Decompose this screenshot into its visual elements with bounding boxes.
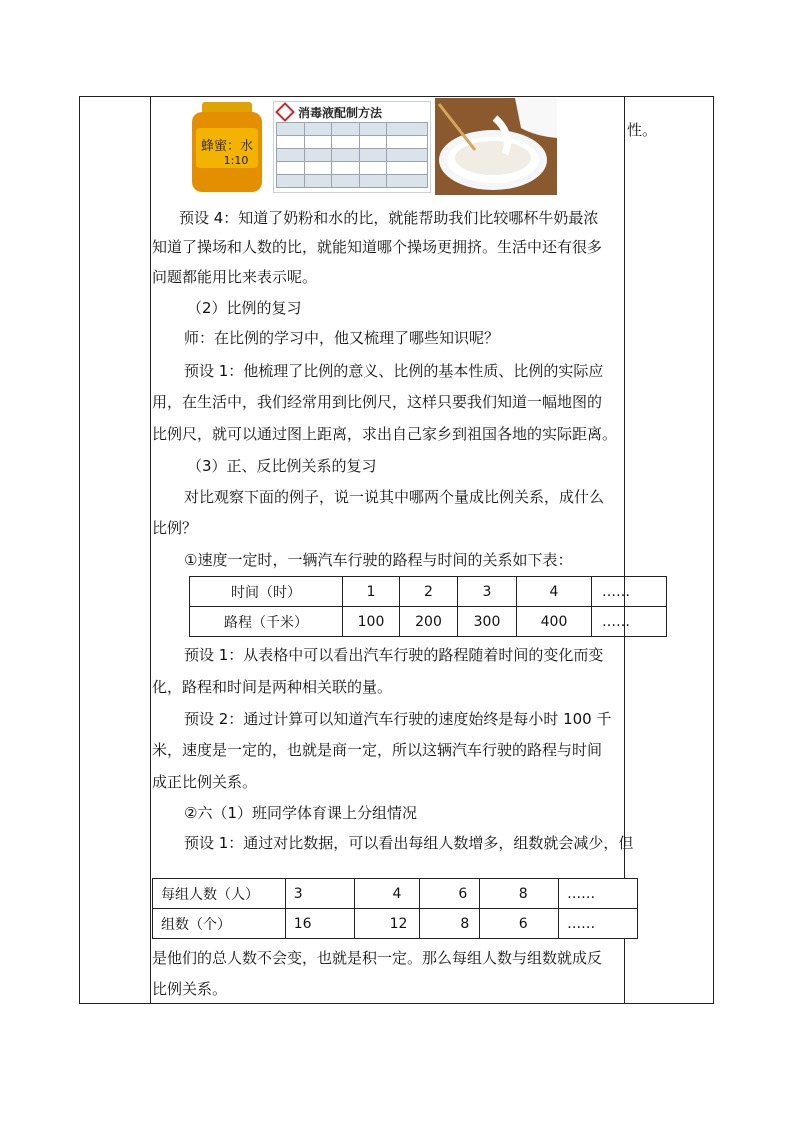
paragraph-line: 比例关系。 bbox=[152, 980, 228, 998]
group-size-table bbox=[152, 878, 638, 939]
table-cell: 3 bbox=[285, 879, 354, 909]
table-cell: 8 bbox=[480, 879, 559, 909]
svg-text:蜂蜜：水: 蜂蜜：水 bbox=[200, 139, 254, 154]
column-divider-right bbox=[624, 96, 625, 1004]
table-cell: …… bbox=[592, 577, 667, 607]
poster-title: 消毒液配制方法 bbox=[298, 105, 383, 120]
disinfectant-poster-image bbox=[273, 101, 431, 193]
paragraph-line: 预设 2：通过计算可以知道汽车行驶的速度始终是每小时 100 千 bbox=[184, 710, 612, 728]
paragraph-line: 是他们的总人数不会变，也就是积一定。那么每组人数与组数就成反 bbox=[152, 949, 603, 967]
table-cell: 每组人数（人） bbox=[153, 879, 286, 909]
paragraph-line: 问题都能用比来表示呢。 bbox=[152, 268, 318, 286]
svg-text:1:10: 1:10 bbox=[223, 154, 249, 167]
paragraph-line: 用，在生活中，我们经常用到比例尺，这样只要我们知道一幅地图的 bbox=[152, 393, 603, 411]
table-cell: 组数（个） bbox=[153, 909, 286, 939]
paragraph-line: 师：在比例的学习中，他又梳理了哪些知识呢？ bbox=[184, 329, 500, 347]
honey-jar-image bbox=[188, 100, 266, 194]
table-cell: 路程（千米） bbox=[190, 607, 343, 637]
table-cell: 300 bbox=[458, 607, 517, 637]
table-cell: 8 bbox=[420, 909, 480, 939]
paragraph-line: 知道了操场和人数的比，就能知道哪个操场更拥挤。生活中还有很多 bbox=[152, 238, 603, 256]
table-cell: 2 bbox=[400, 577, 458, 607]
time-distance-table bbox=[189, 576, 667, 637]
poster-table-graphic bbox=[276, 122, 428, 188]
table-cell: 4 bbox=[517, 577, 592, 607]
column-divider-left bbox=[150, 96, 151, 1004]
table-cell: 200 bbox=[400, 607, 458, 637]
section-heading: （3）正、反比例关系的复习 bbox=[187, 457, 377, 475]
section-heading: （2）比例的复习 bbox=[187, 299, 302, 317]
milk-powder-bowl-image bbox=[435, 98, 557, 195]
table-cell: 6 bbox=[480, 909, 559, 939]
table-cell: 1 bbox=[343, 577, 400, 607]
table-cell: …… bbox=[559, 909, 638, 939]
paragraph-line: 化，路程和时间是两种相关联的量。 bbox=[152, 678, 393, 696]
cut-off-text: 性。 bbox=[627, 121, 658, 139]
paragraph-line: ①速度一定时，一辆汽车行驶的路程与时间的关系如下表： bbox=[184, 551, 573, 569]
table-cell: 时间（时） bbox=[190, 577, 343, 607]
paragraph-line: 米，速度是一定的，也就是商一定，所以这辆汽车行驶的路程与时间 bbox=[152, 741, 603, 759]
table-cell: 6 bbox=[420, 879, 480, 909]
paragraph-line: 成正比例关系。 bbox=[152, 773, 258, 791]
paragraph-line: 比例尺，就可以通过图上距离，求出自己家乡到祖国各地的实际距离。 bbox=[152, 425, 618, 443]
warning-diamond-icon bbox=[275, 102, 295, 122]
paragraph-line: 预设 1：通过对比数据，可以看出每组人数增多，组数就会减少，但 bbox=[184, 834, 634, 852]
table-cell: 400 bbox=[517, 607, 592, 637]
paragraph-line: ②六（1）班同学体育课上分组情况 bbox=[184, 804, 417, 822]
table-cell: …… bbox=[592, 607, 667, 637]
table-cell: 12 bbox=[354, 909, 420, 939]
table-cell: 4 bbox=[354, 879, 420, 909]
paragraph-line: 预设 1：从表格中可以看出汽车行驶的路程随着时间的变化而变 bbox=[184, 646, 604, 664]
paragraph-line: 预设 4：知道了奶粉和水的比，就能帮助我们比较哪杯牛奶最浓 bbox=[179, 209, 599, 227]
paragraph-line: 预设 1：他梳理了比例的意义、比例的基本性质、比例的实际应 bbox=[184, 362, 604, 380]
table-cell: 3 bbox=[458, 577, 517, 607]
table-cell: 100 bbox=[343, 607, 400, 637]
paragraph-line: 比例？ bbox=[152, 519, 198, 537]
paragraph-line: 对比观察下面的例子，说一说其中哪两个量成比例关系，成什么 bbox=[184, 488, 605, 506]
table-cell: 16 bbox=[285, 909, 354, 939]
table-cell: …… bbox=[559, 879, 638, 909]
